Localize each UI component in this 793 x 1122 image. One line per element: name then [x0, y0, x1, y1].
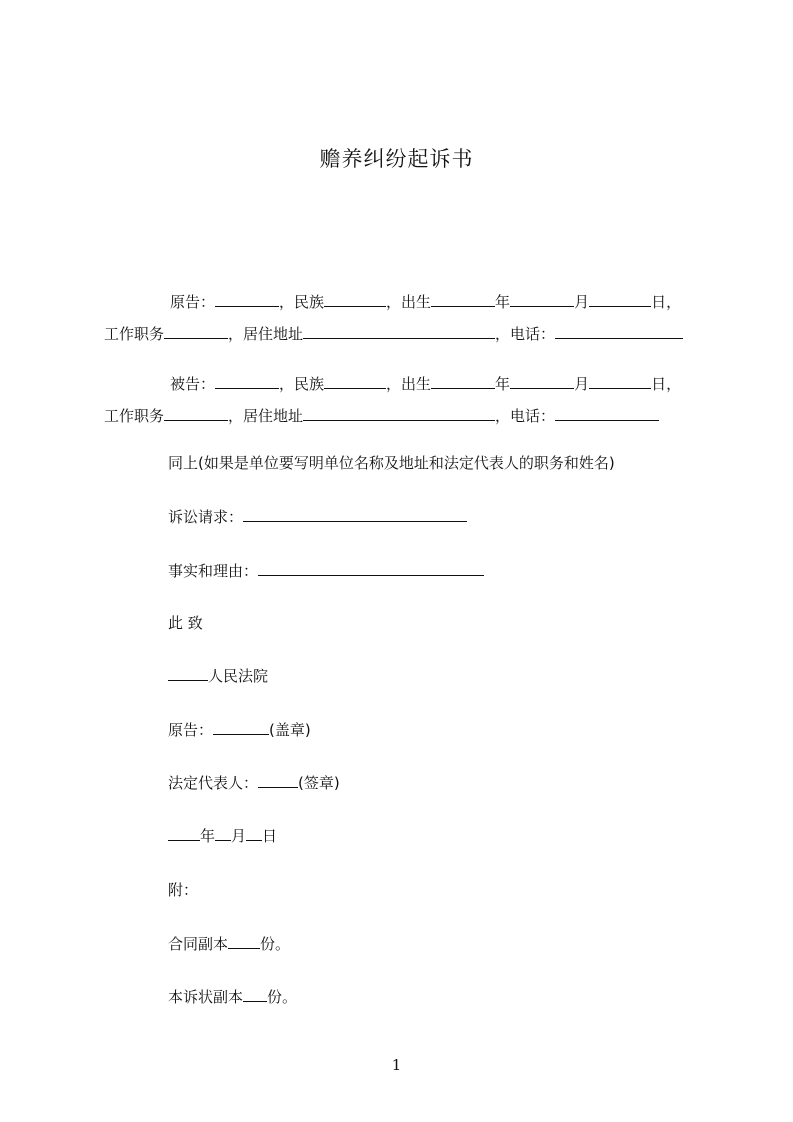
birth-year-blank: [431, 292, 495, 307]
date-day-blank: [246, 826, 262, 841]
seal-label: (盖章): [269, 721, 311, 739]
date-line: [168, 825, 277, 846]
plaintiff-name-blank: [215, 292, 279, 307]
claims-label: 诉讼请求：: [168, 508, 244, 526]
plaintiff-sign-blank: [213, 720, 269, 735]
contract-copy-blank: [228, 934, 260, 949]
year-label: 年: [495, 293, 511, 311]
plaintiff-sign-label: 原告：: [168, 721, 214, 739]
contract-copy-suffix: 份。: [260, 935, 291, 953]
sign-label: (签章): [298, 774, 340, 792]
address-label: ，居住地址: [228, 325, 304, 343]
day-label: 日，: [651, 375, 682, 393]
phone-label: ，电话：: [495, 407, 556, 425]
complaint-copy-label: 本诉状副本: [168, 988, 244, 1006]
facts-line: [168, 560, 484, 581]
address-label: ，居住地址: [228, 407, 304, 425]
phone-label: ，电话：: [495, 325, 556, 343]
date-day-label: 日: [262, 827, 278, 845]
document-title: 赡养纠纷起诉书: [319, 147, 474, 171]
address-blank: [303, 324, 495, 339]
salutation: 此 致: [168, 614, 203, 632]
complaint-copy-suffix: 份。: [267, 988, 298, 1006]
attachment-complaint-line: [168, 986, 297, 1007]
day-label: 日，: [651, 293, 682, 311]
address-blank: [303, 406, 495, 421]
legal-rep-blank: [258, 773, 298, 788]
attachments-label: 附：: [168, 881, 199, 899]
ethnicity-blank: [324, 374, 386, 389]
defendant-line-2: [104, 405, 659, 426]
birth-month-blank: [510, 374, 574, 389]
plaintiff-line-2: [104, 323, 683, 344]
facts-blank: [258, 561, 484, 576]
page-number: 1: [391, 1056, 402, 1074]
born-label: ，出生: [386, 375, 432, 393]
plaintiff-line-1: [170, 291, 681, 312]
job-label: 工作职务: [104, 325, 165, 343]
defendant-label: 被告：: [170, 375, 216, 393]
claims-line: [168, 506, 467, 527]
job-blank: [164, 324, 228, 339]
phone-blank: [555, 406, 659, 421]
phone-blank: [555, 324, 683, 339]
birth-day-blank: [589, 292, 651, 307]
court-blank: [168, 666, 208, 681]
birth-day-blank: [589, 374, 651, 389]
date-month-label: 月: [231, 827, 247, 845]
ethnicity-label: ，民族: [279, 375, 325, 393]
legal-rep-label: 法定代表人：: [168, 774, 259, 792]
year-label: 年: [495, 375, 511, 393]
court-line: [168, 665, 268, 686]
attachment-contract-line: [168, 933, 290, 954]
defendant-line-1: [170, 373, 681, 394]
complaint-copy-blank: [243, 987, 267, 1002]
claims-blank: [243, 507, 467, 522]
month-label: 月: [574, 375, 590, 393]
job-label: 工作职务: [104, 407, 165, 425]
date-month-blank: [215, 826, 231, 841]
born-label: ，出生: [386, 293, 432, 311]
date-year-label: 年: [200, 827, 216, 845]
same-as-above-note: 同上(如果是单位要写明单位名称及地址和法定代表人的职务和姓名): [168, 454, 615, 472]
birth-month-blank: [510, 292, 574, 307]
plaintiff-label: 原告：: [170, 293, 216, 311]
job-blank: [164, 406, 228, 421]
legal-rep-line: [168, 772, 340, 793]
facts-label: 事实和理由：: [168, 562, 259, 580]
ethnicity-blank: [324, 292, 386, 307]
contract-copy-label: 合同副本: [168, 935, 229, 953]
month-label: 月: [574, 293, 590, 311]
birth-year-blank: [431, 374, 495, 389]
ethnicity-label: ，民族: [279, 293, 325, 311]
date-year-blank: [168, 826, 200, 841]
court-label: 人民法院: [208, 667, 269, 685]
defendant-name-blank: [215, 374, 279, 389]
plaintiff-signature-line: [168, 719, 311, 740]
